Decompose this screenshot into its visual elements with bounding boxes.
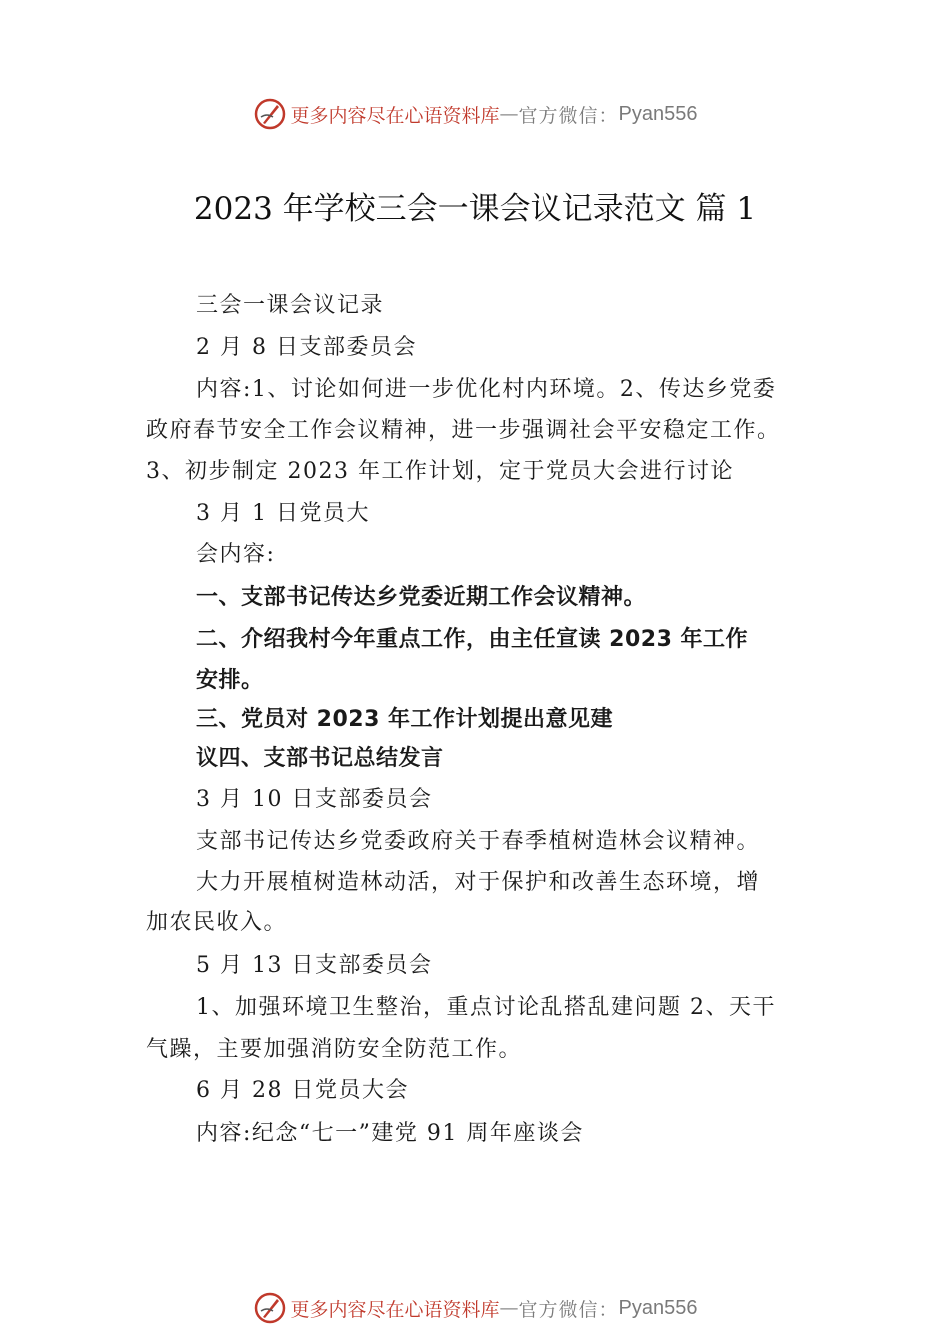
text-line: 二、介绍我村今年重点工作，由主任宣读 2023 年工作 (196, 627, 749, 652)
text-line: 5 月 13 日支部委员会 (196, 953, 433, 978)
document-title: 2023 年学校三会一课会议记录范文 篇 1 (193, 191, 757, 227)
text-line: 支部书记传达乡党委政府关于春季植树造林会议精神。 (196, 829, 761, 854)
text-line: 政府春节安全工作会议精神，进一步强调社会平安稳定工作。 (146, 418, 781, 443)
header-banner (0, 94, 950, 134)
text-line: 3 月 1 日党员大 (196, 501, 370, 526)
banner-site-name: 更多内容尽在心语资料库 (290, 1298, 500, 1321)
text-line: 会内容: (196, 542, 276, 567)
text-line: 加农民收入。 (146, 910, 288, 935)
banner-wechat-id: Pyan556 (618, 1296, 698, 1319)
text-line: 议四、支部书记总结发言 (196, 746, 444, 771)
text-line: 内容:1、讨论如何进一步优化村内环境。2、传达乡党委 (196, 377, 777, 402)
quill-logo-icon (253, 1291, 287, 1325)
text-line: 大力开展植树造林动活，对于保护和改善生态环境，增 (196, 870, 761, 895)
text-line: 气躁，主要加强消防安全防范工作。 (146, 1037, 523, 1062)
text-line: 三、党员对 2023 年工作计划提出意见建 (196, 707, 614, 732)
text-line: 3、初步制定 2023 年工作计划，定于党员大会进行讨论 (146, 459, 734, 484)
text-line: 3 月 10 日支部委员会 (196, 787, 433, 812)
text-line: 三会一课会议记录 (196, 293, 385, 318)
banner-wechat-label: 官方微信： (518, 104, 619, 127)
banner-dash: — (499, 1297, 519, 1319)
banner-wechat-label: 官方微信： (518, 1298, 619, 1321)
text-line: 1、加强环境卫生整治，重点讨论乱搭乱建问题 2、天干 (196, 995, 776, 1020)
text-line: 6 月 28 日党员大会 (196, 1078, 409, 1103)
text-line: 2 月 8 日支部委员会 (196, 335, 417, 360)
banner-wechat-id: Pyan556 (618, 102, 698, 125)
text-line: 内容:纪念“七一”建党 91 周年座谈会 (196, 1121, 584, 1146)
text-line: 一、支部书记传达乡党委近期工作会议精神。 (196, 585, 647, 610)
quill-logo-icon (253, 97, 287, 131)
banner-site-name: 更多内容尽在心语资料库 (290, 104, 500, 127)
footer-banner (0, 1288, 950, 1328)
banner-dash: — (499, 103, 519, 125)
text-line: 安排。 (196, 668, 264, 693)
